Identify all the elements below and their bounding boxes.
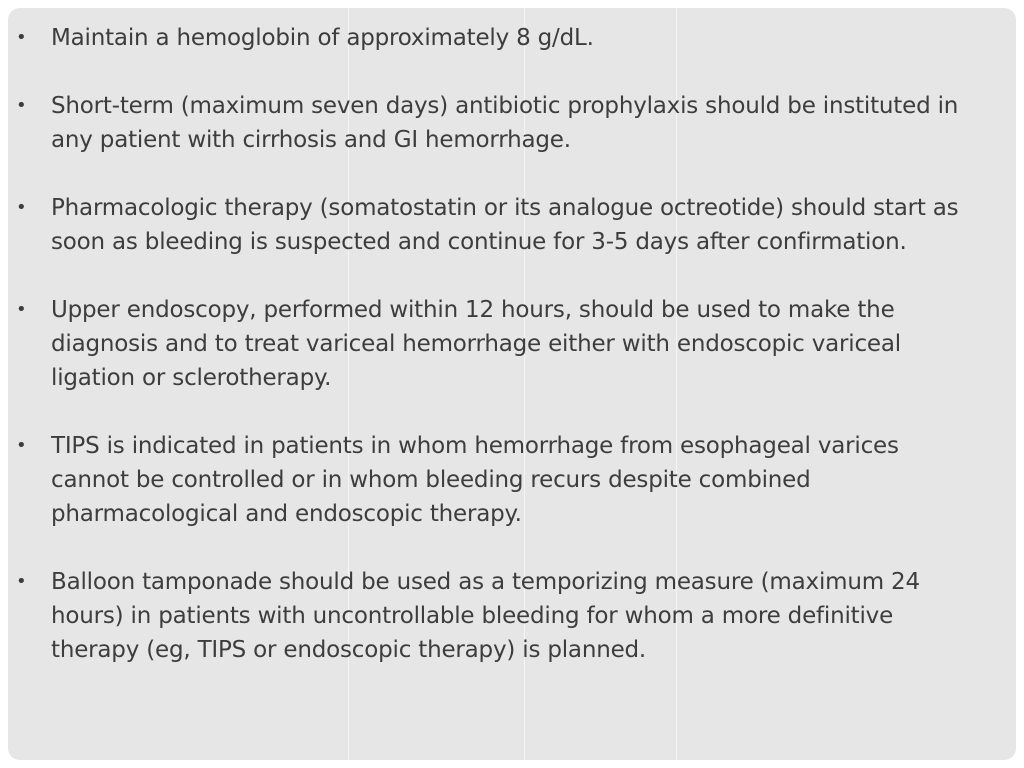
bullet-marker: • (16, 435, 27, 456)
bullet-marker: • (16, 27, 27, 48)
bullet-text: Balloon tamponade should be used as a temporizing measure (maximum 24 hours) in patients with uncontrollable bleeding for whom a more definitive therapy (eg, TIPS or endoscopic therapy) is planned. (51, 569, 920, 663)
slide-panel (8, 8, 1016, 760)
bullet-list (8, 21, 981, 667)
bullet-text: Short-term (maximum seven days) antibiotic prophylaxis should be instituted in any patient with cirrhosis and GI hemorrhage. (51, 93, 959, 153)
bullet-item (8, 89, 981, 157)
bullet-text: Maintain a hemoglobin of approximately 8 g/dL. (51, 25, 594, 51)
bullet-item (8, 293, 981, 395)
bullet-item (8, 21, 981, 55)
bullet-text: TIPS is indicated in patients in whom hemorrhage from esophageal varices cannot be controlled or in whom bleeding recurs despite combined pharmacological and endoscopic therapy. (51, 433, 899, 527)
bullet-item (8, 191, 981, 259)
bullet-item (8, 565, 981, 667)
bullet-text: Upper endoscopy, performed within 12 hours, should be used to make the diagnosis and to treat variceal hemorrhage either with endoscopic variceal ligation or sclerotherapy. (51, 297, 901, 391)
bullet-marker: • (16, 197, 27, 218)
bullet-marker: • (16, 299, 27, 320)
bullet-marker: • (16, 95, 27, 116)
bullet-text: Pharmacologic therapy (somatostatin or its analogue octreotide) should start as soon as bleeding is suspected and continue for 3-5 days after confirmation. (51, 195, 959, 255)
bullet-item (8, 429, 981, 531)
bullet-marker: • (16, 571, 27, 592)
